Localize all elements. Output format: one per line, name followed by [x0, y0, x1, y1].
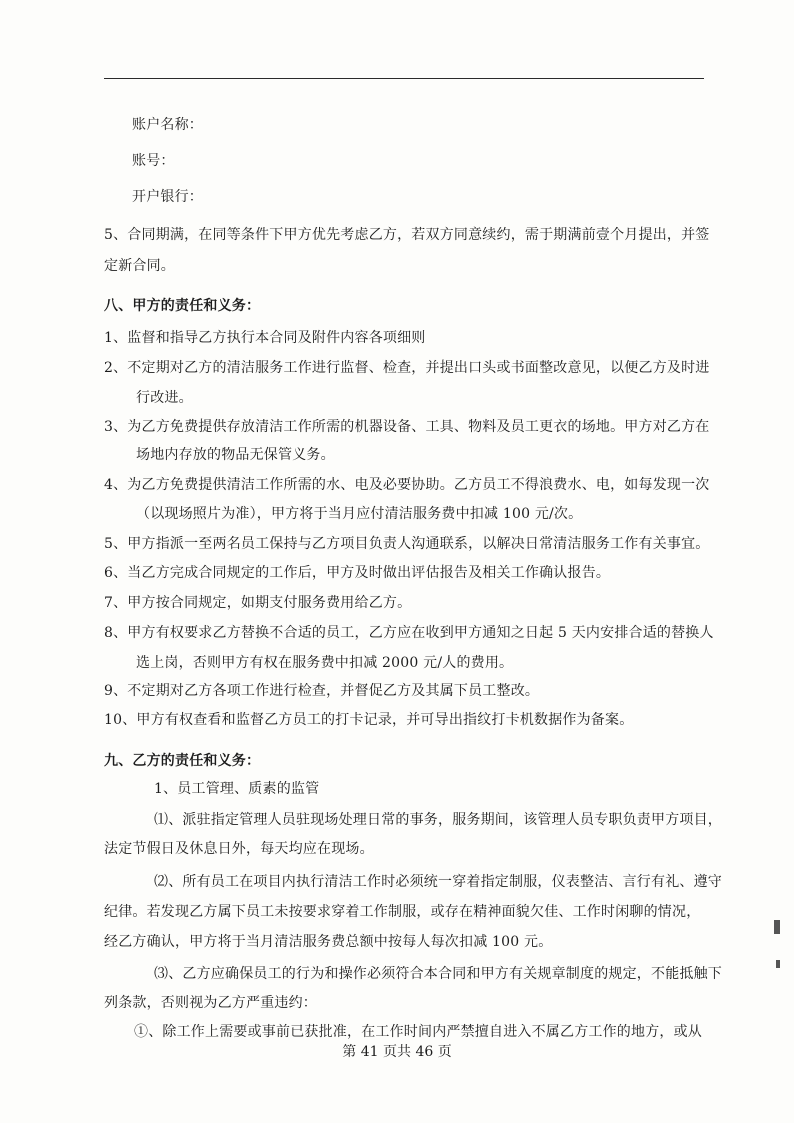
section9-line: 经乙方确认，甲方将于当月清洁服务费总额中按每人每次扣减 100 元。 [104, 934, 553, 950]
section8-line: 3、为乙方免费提供存放清洁工作所需的机器设备、工具、物料及员工更衣的场地。甲方对乙方在 [104, 419, 710, 435]
section9-line: 1、员工管理、质素的监管 [154, 781, 320, 797]
account-name-label: 账户名称： [132, 117, 203, 133]
section8-line: 2、不定期对乙方的清洁服务工作进行监督、检查，并提出口头或书面整改意见，以便乙方及时进 [104, 360, 710, 376]
header-rule [104, 78, 704, 79]
section9-line: ⑵、所有员工在项目内执行清洁工作时必须统一穿着指定制服，仪表整洁、言行有礼、遵守 [154, 874, 722, 890]
section9-line: ⑶、乙方应确保员工的行为和操作必须符合本合同和甲方有关规章制度的规定，不能抵触下 [154, 966, 722, 982]
section8-title: 八、甲方的责任和义务： [104, 298, 261, 314]
account-number-label: 账号： [132, 153, 175, 169]
section9-line: ⑴、派驻指定管理人员驻现场处理日常的事务，服务期间，该管理人员专职负责甲方项目， [154, 812, 722, 828]
section8-line: 6、当乙方完成合同规定的工作后，甲方及时做出评估报告及相关工作确认报告。 [104, 565, 611, 581]
section8-line: 8、甲方有权要求乙方替换不合适的员工，乙方应在收到甲方通知之日起 5 天内安排合适的替换人 [104, 625, 714, 641]
section8-line: （以现场照片为准），甲方将于当月应付清洁服务费中扣减 100 元/次。 [136, 506, 583, 522]
section8-line: 9、不定期对乙方各项工作进行检查，并督促乙方及其属下员工整改。 [104, 683, 540, 699]
page-number: 第 41 页共 46 页 [342, 1044, 452, 1060]
item5-line2: 定新合同。 [104, 258, 175, 274]
section9-title: 九、乙方的责任和义务： [104, 753, 261, 769]
section8-line: 10、甲方有权查看和监督乙方员工的打卡记录，并可导出指纹打卡机数据作为备案。 [104, 712, 634, 728]
section9-line: 纪律。若发现乙方属下员工未按要求穿着工作制服，或存在精神面貌欠佳、工作时闲聊的情况， [104, 904, 701, 920]
scan-edge-mark [774, 920, 780, 934]
section9-line: ①、除工作上需要或事前已获批准，在工作时间内严禁擅自进入不属乙方工作的地方，或从 [134, 1024, 702, 1040]
section9-line: 列条款，否则视为乙方严重违约： [104, 995, 317, 1011]
section8-line: 场地内存放的物品无保管义务。 [136, 447, 335, 463]
section8-line: 选上岗，否则甲方有权在服务费中扣减 2000 元/人的费用。 [136, 655, 514, 671]
item5-line1: 5、合同期满，在同等条件下甲方优先考虑乙方，若双方同意续约，需于期满前壹个月提出，并签 [104, 227, 710, 243]
section8-line: 4、为乙方免费提供清洁工作所需的水、电及必要协助。乙方员工不得浪费水、电，如每发现一次 [104, 477, 710, 493]
section8-line: 7、甲方按合同规定，如期支付服务费用给乙方。 [104, 595, 412, 611]
scan-edge-mark [776, 960, 780, 968]
section9-line: 法定节假日及休息日外，每天均应在现场。 [104, 841, 374, 857]
bank-label: 开户银行： [132, 189, 203, 205]
section8-line: 1、监督和指导乙方执行本合同及附件内容各项细则 [104, 330, 426, 346]
section8-line: 行改进。 [136, 390, 193, 406]
section8-line: 5、甲方指派一至两名员工保持与乙方项目负责人沟通联系，以解决日常清洁服务工作有关事宜。 [104, 536, 710, 552]
